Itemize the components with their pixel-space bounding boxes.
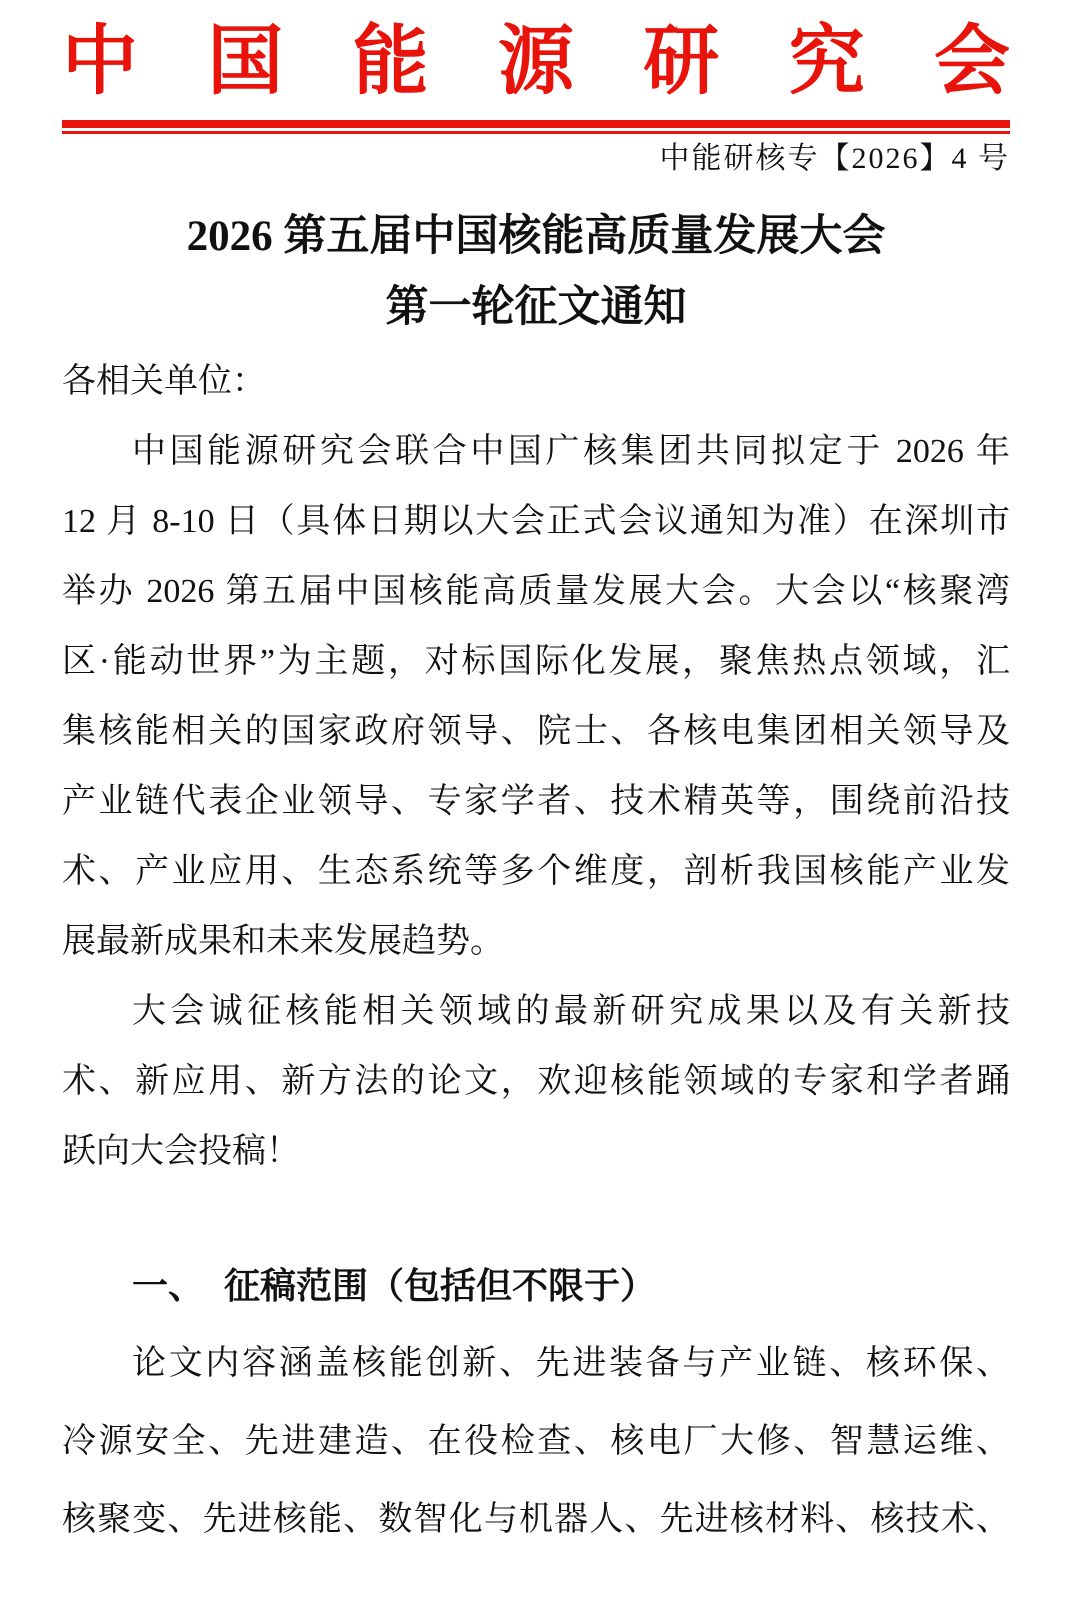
call-for-papers-paragraph: [62, 977, 1010, 1187]
org-name-header: 中国能源研究会: [62, 20, 1010, 104]
salutation: 各相关单位：: [62, 363, 266, 400]
intro-paragraph-line-8: 展最新成果和未来发展趋势。: [62, 923, 504, 960]
scope-paragraph: [62, 1325, 1010, 1559]
section-1-heading-number: 一、: [132, 1265, 205, 1306]
intro-paragraph-line-7: 术、产业应用、生态系统等多个维度，剖析我国核能产业发: [62, 853, 1010, 890]
doc-number: 中能研核专【2026】4 号: [659, 142, 1010, 175]
document-title-line1: 2026 第五届中国核能高质量发展大会: [186, 213, 886, 260]
call-for-papers-paragraph-line-1: 大会诚征核能相关领域的最新研究成果以及有关新技: [132, 993, 1010, 1030]
document-title-line2: 第一轮征文通知: [385, 284, 687, 331]
call-for-papers-paragraph-line-3: 跃向大会投稿！: [62, 1133, 300, 1170]
section-1-heading-text: 征稿范围（包括但不限于）: [224, 1265, 657, 1306]
scope-paragraph-line-3: 核聚变、先进核能、数智化与机器人、先进核材料、核技术、: [62, 1501, 1010, 1538]
document-body: [62, 417, 1010, 1559]
intro-paragraph-line-2: 12 月 8-10 日（具体日期以大会正式会议通知为准）在深圳市: [62, 503, 1010, 540]
red-divider-thick-line: [62, 120, 1010, 128]
section-1-heading: [62, 1251, 1010, 1321]
intro-paragraph-line-5: 集核能相关的国家政府领导、院士、各核电集团相关领导及: [62, 713, 1010, 750]
intro-paragraph-line-3: 举办 2026 第五届中国核能高质量发展大会。大会以“核聚湾: [62, 573, 1010, 610]
intro-paragraph: [62, 417, 1010, 977]
scope-paragraph-line-2: 冷源安全、先进建造、在役检查、核电厂大修、智慧运维、: [62, 1423, 1010, 1460]
document-title: [62, 201, 1010, 343]
red-divider-thin-line: [62, 131, 1010, 134]
intro-paragraph-line-1: 中国能源研究会联合中国广核集团共同拟定于 2026 年: [132, 433, 1010, 470]
red-divider: [62, 120, 1010, 134]
call-for-papers-paragraph-line-2: 术、新应用、新方法的论文，欢迎核能领域的专家和学者踊: [62, 1063, 1010, 1100]
intro-paragraph-line-4: 区·能动世界”为主题，对标国际化发展，聚焦热点领域，汇: [62, 643, 1010, 680]
scope-paragraph-line-1: 论文内容涵盖核能创新、先进装备与产业链、核环保、: [132, 1345, 1010, 1382]
intro-paragraph-line-6: 产业链代表企业领导、专家学者、技术精英等，围绕前沿技: [62, 783, 1010, 820]
